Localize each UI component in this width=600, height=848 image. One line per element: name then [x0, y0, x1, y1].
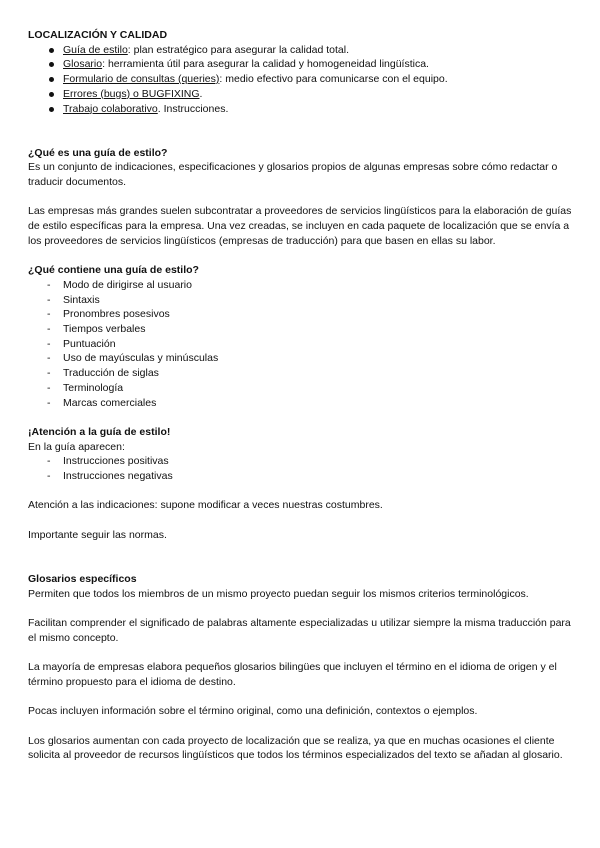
link-errores-bugfixing[interactable]: Errores (bugs) o BUGFIXING	[63, 87, 200, 100]
paragraph: La mayoría de empresas elabora pequeños glosarios bilingües que incluyen el término en el idioma de origen y el término propuesto para el idioma de destino.	[28, 661, 557, 688]
paragraph: Atención a las indicaciones: supone modificar a veces nuestras costumbres.	[28, 499, 383, 512]
list-item: Guía de estilo: plan estratégico para asegurar la calidad total.	[28, 43, 576, 58]
list-item: - Tiempos verbales	[28, 322, 576, 337]
list-item: - Traducción de siglas	[28, 366, 576, 381]
link-glosario[interactable]: Glosario	[63, 58, 103, 71]
list-item: - Instrucciones positivas	[28, 454, 576, 469]
list-item: - Uso de mayúsculas y minúsculas	[28, 351, 576, 366]
paragraph: Permiten que todos los miembros de un mismo proyecto puedan seguir los mismos criterios terminológicos.	[28, 587, 529, 600]
paragraph: Las empresas más grandes suelen subcontratar a proveedores de servicios lingüísticos para la elaboración de guías de estilo específicas para la empresa. Una vez creadas, se incluyen en cada paquete de localización que se envía a los proveedores de servicios lingüísticos (empresas de traducción) para que basen en ellas su labor.	[28, 205, 572, 247]
list-item: - Terminología	[28, 381, 576, 396]
list-item: - Pronombres posesivos	[28, 307, 576, 322]
contents-list	[28, 278, 576, 410]
list-item: - Puntuación	[28, 337, 576, 352]
link-formulario-consultas[interactable]: Formulario de consultas (queries)	[63, 73, 220, 86]
paragraph: Pocas incluyen información sobre el término original, como una definición, contextos o ejemplos.	[28, 705, 478, 718]
paragraph: Los glosarios aumentan con cada proyecto de localización que se realiza, ya que en muchas ocasiones el cliente solicita al proveedor de recursos lingüísticos que todos los términos especializados del texto se añadan al glosario.	[28, 734, 563, 762]
list-item: Formulario de consultas (queries): medio efectivo para comunicarse con el equipo.	[28, 72, 576, 87]
paragraph: En la guía aparecen:	[28, 440, 125, 453]
paragraph: Es un conjunto de indicaciones, especificaciones y glosarios propios de algunas empresas sobre cómo redactar o traducir documentos.	[28, 161, 558, 189]
list-item: Trabajo colaborativo. Instrucciones.	[28, 102, 576, 117]
document-title: LOCALIZACIÓN Y CALIDAD	[28, 29, 168, 41]
intro-list	[28, 43, 576, 117]
link-trabajo-colaborativo[interactable]: Trabajo colaborativo	[63, 102, 158, 115]
section-heading: ¿Qué contiene una guía de estilo?	[28, 264, 199, 277]
paragraph: Importante seguir las normas.	[28, 528, 167, 541]
list-item: Glosario: herramienta útil para asegurar la calidad y homogeneidad lingüística.	[28, 57, 576, 72]
list-item: Errores (bugs) o BUGFIXING.	[28, 87, 576, 102]
section-heading: ¡Atención a la guía de estilo!	[28, 425, 171, 438]
list-item: - Instrucciones negativas	[28, 469, 576, 484]
list-item: - Modo de dirigirse al usuario	[28, 278, 576, 293]
list-item: - Sintaxis	[28, 293, 576, 308]
list-item: - Marcas comerciales	[28, 396, 576, 411]
paragraph: Facilitan comprender el significado de palabras altamente especializadas u utilizar siempre la misma traducción para el mismo concepto.	[28, 617, 571, 644]
instructions-list	[28, 454, 576, 483]
section-heading: Glosarios específicos	[28, 572, 137, 585]
document-page	[28, 28, 576, 763]
link-guia-de-estilo[interactable]: Guía de estilo	[63, 43, 128, 56]
section-heading: ¿Qué es una guía de estilo?	[28, 146, 168, 159]
